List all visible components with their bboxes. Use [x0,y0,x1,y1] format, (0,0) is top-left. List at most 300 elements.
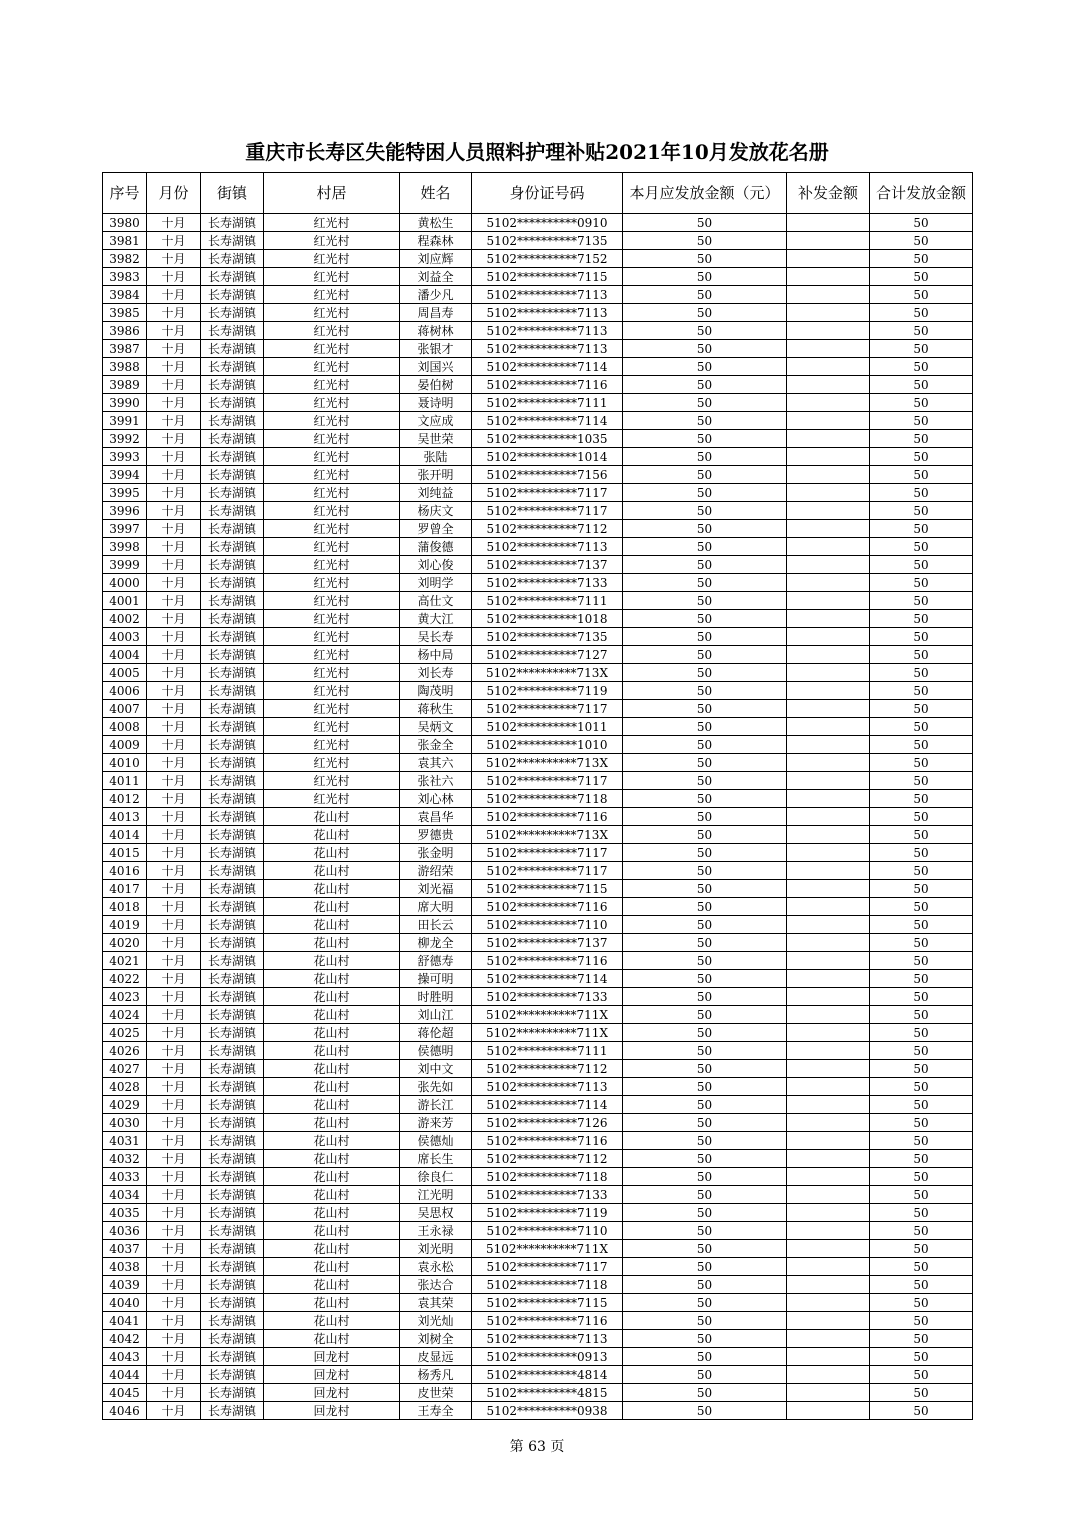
cell-name: 侯德灿 [400,1132,472,1150]
cell-index: 4043 [103,1348,147,1366]
cell-id-number: 5102**********1011 [472,718,623,736]
cell-supplement [787,772,870,790]
cell-index: 4044 [103,1366,147,1384]
cell-name: 刘纯益 [400,484,472,502]
cell-month: 十月 [147,934,201,952]
table-row [103,520,973,538]
cell-village: 花山村 [264,916,400,934]
cell-village: 花山村 [264,1258,400,1276]
cell-supplement [787,1060,870,1078]
cell-village: 红光村 [264,322,400,340]
cell-monthly-amount: 50 [623,1042,787,1060]
cell-town: 长寿湖镇 [201,610,264,628]
cell-index: 4036 [103,1222,147,1240]
cell-town: 长寿湖镇 [201,1096,264,1114]
cell-monthly-amount: 50 [623,970,787,988]
cell-month: 十月 [147,664,201,682]
cell-index: 4029 [103,1096,147,1114]
table-row [103,1042,973,1060]
cell-monthly-amount: 50 [623,1348,787,1366]
cell-month: 十月 [147,1258,201,1276]
cell-total: 50 [870,970,973,988]
table-row [103,412,973,430]
cell-total: 50 [870,1204,973,1222]
cell-id-number: 5102**********7133 [472,988,623,1006]
cell-id-number: 5102**********7119 [472,682,623,700]
cell-village: 红光村 [264,610,400,628]
cell-village: 花山村 [264,1096,400,1114]
cell-supplement [787,268,870,286]
cell-total: 50 [870,826,973,844]
cell-monthly-amount: 50 [623,1330,787,1348]
cell-total: 50 [870,1168,973,1186]
cell-village: 红光村 [264,628,400,646]
table-row [103,844,973,862]
cell-monthly-amount: 50 [623,646,787,664]
table-row [103,1276,973,1294]
cell-month: 十月 [147,628,201,646]
cell-id-number: 5102**********1014 [472,448,623,466]
cell-month: 十月 [147,340,201,358]
cell-town: 长寿湖镇 [201,1132,264,1150]
cell-town: 长寿湖镇 [201,646,264,664]
cell-village: 红光村 [264,736,400,754]
cell-town: 长寿湖镇 [201,538,264,556]
cell-id-number: 5102**********7113 [472,304,623,322]
cell-village: 花山村 [264,862,400,880]
cell-name: 席长生 [400,1150,472,1168]
cell-monthly-amount: 50 [623,664,787,682]
cell-name: 徐良仁 [400,1168,472,1186]
cell-id-number: 5102**********7113 [472,322,623,340]
cell-name: 张金全 [400,736,472,754]
cell-month: 十月 [147,358,201,376]
table-row [103,826,973,844]
cell-month: 十月 [147,1114,201,1132]
cell-total: 50 [870,1276,973,1294]
cell-index: 3981 [103,232,147,250]
cell-total: 50 [870,898,973,916]
cell-name: 皮显远 [400,1348,472,1366]
cell-total: 50 [870,664,973,682]
cell-month: 十月 [147,1186,201,1204]
cell-total: 50 [870,304,973,322]
cell-town: 长寿湖镇 [201,970,264,988]
cell-name: 操可明 [400,970,472,988]
cell-supplement [787,574,870,592]
cell-month: 十月 [147,808,201,826]
cell-supplement [787,682,870,700]
cell-index: 3999 [103,556,147,574]
cell-supplement [787,1204,870,1222]
cell-village: 红光村 [264,214,400,232]
cell-village: 红光村 [264,232,400,250]
cell-total: 50 [870,844,973,862]
cell-index: 4041 [103,1312,147,1330]
cell-town: 长寿湖镇 [201,1312,264,1330]
cell-village: 红光村 [264,358,400,376]
cell-town: 长寿湖镇 [201,880,264,898]
cell-town: 长寿湖镇 [201,1348,264,1366]
cell-supplement [787,592,870,610]
cell-village: 红光村 [264,664,400,682]
cell-name: 刘山江 [400,1006,472,1024]
table-row [103,1402,973,1420]
cell-monthly-amount: 50 [623,826,787,844]
cell-index: 4017 [103,880,147,898]
table-row [103,610,973,628]
cell-id-number: 5102**********7117 [472,862,623,880]
cell-supplement [787,1168,870,1186]
cell-total: 50 [870,1060,973,1078]
cell-id-number: 5102**********7137 [472,556,623,574]
cell-supplement [787,214,870,232]
cell-name: 袁其六 [400,754,472,772]
table-row [103,808,973,826]
cell-village: 花山村 [264,952,400,970]
cell-month: 十月 [147,286,201,304]
cell-village: 花山村 [264,844,400,862]
table-body [103,214,973,1420]
cell-id-number: 5102**********7113 [472,1330,623,1348]
table-row [103,1150,973,1168]
cell-town: 长寿湖镇 [201,502,264,520]
cell-total: 50 [870,556,973,574]
cell-town: 长寿湖镇 [201,1042,264,1060]
table-row [103,1186,973,1204]
cell-monthly-amount: 50 [623,1150,787,1168]
cell-id-number: 5102**********711X [472,1240,623,1258]
cell-total: 50 [870,1330,973,1348]
table-row [103,232,973,250]
cell-total: 50 [870,790,973,808]
cell-supplement [787,394,870,412]
cell-supplement [787,934,870,952]
cell-id-number: 5102**********7116 [472,1312,623,1330]
table-row [103,772,973,790]
cell-index: 3984 [103,286,147,304]
cell-name: 刘心俊 [400,556,472,574]
cell-town: 长寿湖镇 [201,1060,264,1078]
cell-town: 长寿湖镇 [201,1384,264,1402]
cell-village: 花山村 [264,1024,400,1042]
cell-monthly-amount: 50 [623,556,787,574]
cell-supplement [787,502,870,520]
cell-town: 长寿湖镇 [201,862,264,880]
cell-supplement [787,556,870,574]
cell-monthly-amount: 50 [623,376,787,394]
cell-total: 50 [870,502,973,520]
cell-village: 花山村 [264,898,400,916]
cell-id-number: 5102**********7111 [472,592,623,610]
cell-total: 50 [870,916,973,934]
cell-id-number: 5102**********713X [472,754,623,772]
cell-monthly-amount: 50 [623,412,787,430]
cell-village: 红光村 [264,538,400,556]
cell-total: 50 [870,520,973,538]
cell-town: 长寿湖镇 [201,304,264,322]
table-row [103,1006,973,1024]
header-index: 序号 [103,173,147,214]
cell-name: 张开明 [400,466,472,484]
cell-index: 4010 [103,754,147,772]
cell-month: 十月 [147,772,201,790]
cell-monthly-amount: 50 [623,898,787,916]
cell-id-number: 5102**********711X [472,1024,623,1042]
cell-index: 4009 [103,736,147,754]
cell-supplement [787,736,870,754]
cell-month: 十月 [147,1384,201,1402]
cell-town: 长寿湖镇 [201,340,264,358]
cell-village: 花山村 [264,1150,400,1168]
cell-index: 4040 [103,1294,147,1312]
cell-town: 长寿湖镇 [201,664,264,682]
cell-month: 十月 [147,574,201,592]
cell-town: 长寿湖镇 [201,1258,264,1276]
cell-total: 50 [870,214,973,232]
cell-month: 十月 [147,448,201,466]
cell-month: 十月 [147,466,201,484]
cell-month: 十月 [147,826,201,844]
cell-month: 十月 [147,1330,201,1348]
cell-id-number: 5102**********7115 [472,880,623,898]
cell-monthly-amount: 50 [623,1078,787,1096]
cell-total: 50 [870,610,973,628]
cell-supplement [787,250,870,268]
cell-village: 红光村 [264,592,400,610]
table-row [103,340,973,358]
cell-index: 4039 [103,1276,147,1294]
table-row [103,970,973,988]
table-row [103,682,973,700]
cell-total: 50 [870,808,973,826]
cell-village: 回龙村 [264,1384,400,1402]
cell-name: 时胜明 [400,988,472,1006]
cell-village: 花山村 [264,880,400,898]
cell-name: 黄大江 [400,610,472,628]
cell-month: 十月 [147,952,201,970]
table-row [103,736,973,754]
cell-town: 长寿湖镇 [201,772,264,790]
cell-index: 3998 [103,538,147,556]
cell-supplement [787,1258,870,1276]
cell-index: 4012 [103,790,147,808]
cell-supplement [787,358,870,376]
cell-total: 50 [870,574,973,592]
cell-month: 十月 [147,700,201,718]
cell-name: 舒德寿 [400,952,472,970]
cell-supplement [787,1132,870,1150]
cell-id-number: 5102**********7118 [472,1168,623,1186]
cell-monthly-amount: 50 [623,718,787,736]
cell-town: 长寿湖镇 [201,556,264,574]
cell-id-number: 5102**********7119 [472,1204,623,1222]
cell-index: 4004 [103,646,147,664]
cell-index: 3982 [103,250,147,268]
table-row [103,880,973,898]
table-row [103,322,973,340]
table-row [103,1384,973,1402]
cell-month: 十月 [147,304,201,322]
cell-index: 4023 [103,988,147,1006]
cell-month: 十月 [147,880,201,898]
cell-monthly-amount: 50 [623,502,787,520]
cell-monthly-amount: 50 [623,574,787,592]
cell-name: 潘少凡 [400,286,472,304]
cell-index: 4022 [103,970,147,988]
cell-supplement [787,412,870,430]
cell-name: 蒲俊德 [400,538,472,556]
cell-name: 聂诗明 [400,394,472,412]
cell-id-number: 5102**********4814 [472,1366,623,1384]
cell-monthly-amount: 50 [623,700,787,718]
cell-month: 十月 [147,430,201,448]
cell-index: 3986 [103,322,147,340]
cell-town: 长寿湖镇 [201,1222,264,1240]
cell-name: 程森林 [400,232,472,250]
cell-month: 十月 [147,682,201,700]
cell-supplement [787,1222,870,1240]
cell-id-number: 5102**********7113 [472,286,623,304]
cell-monthly-amount: 50 [623,592,787,610]
cell-total: 50 [870,394,973,412]
cell-name: 吴世荣 [400,430,472,448]
cell-monthly-amount: 50 [623,394,787,412]
cell-total: 50 [870,718,973,736]
cell-month: 十月 [147,1240,201,1258]
cell-index: 4015 [103,844,147,862]
cell-village: 回龙村 [264,1366,400,1384]
cell-name: 刘益全 [400,268,472,286]
cell-town: 长寿湖镇 [201,268,264,286]
cell-id-number: 5102**********7117 [472,484,623,502]
table-row [103,646,973,664]
cell-month: 十月 [147,1204,201,1222]
cell-town: 长寿湖镇 [201,1186,264,1204]
cell-village: 红光村 [264,412,400,430]
cell-monthly-amount: 50 [623,1096,787,1114]
cell-monthly-amount: 50 [623,1294,787,1312]
cell-month: 十月 [147,502,201,520]
cell-name: 杨中局 [400,646,472,664]
cell-village: 花山村 [264,1312,400,1330]
cell-total: 50 [870,448,973,466]
table-row [103,1348,973,1366]
cell-supplement [787,1240,870,1258]
cell-month: 十月 [147,232,201,250]
cell-monthly-amount: 50 [623,736,787,754]
cell-supplement [787,1348,870,1366]
cell-monthly-amount: 50 [623,952,787,970]
cell-village: 花山村 [264,970,400,988]
table-row [103,466,973,484]
table-row [103,1078,973,1096]
cell-index: 4045 [103,1384,147,1402]
table-row [103,1240,973,1258]
cell-town: 长寿湖镇 [201,1168,264,1186]
cell-name: 蒋伦超 [400,1024,472,1042]
cell-id-number: 5102**********1018 [472,610,623,628]
cell-town: 长寿湖镇 [201,700,264,718]
cell-name: 刘光福 [400,880,472,898]
cell-supplement [787,376,870,394]
cell-name: 张银才 [400,340,472,358]
cell-village: 花山村 [264,1186,400,1204]
cell-id-number: 5102**********1010 [472,736,623,754]
cell-name: 蒋树林 [400,322,472,340]
cell-id-number: 5102**********7116 [472,952,623,970]
cell-total: 50 [870,1312,973,1330]
cell-village: 红光村 [264,304,400,322]
cell-town: 长寿湖镇 [201,358,264,376]
cell-index: 3988 [103,358,147,376]
cell-supplement [787,1384,870,1402]
cell-id-number: 5102**********7118 [472,790,623,808]
cell-monthly-amount: 50 [623,1060,787,1078]
cell-index: 4020 [103,934,147,952]
cell-village: 红光村 [264,448,400,466]
cell-supplement [787,700,870,718]
cell-village: 红光村 [264,754,400,772]
cell-monthly-amount: 50 [623,628,787,646]
cell-monthly-amount: 50 [623,1312,787,1330]
cell-village: 红光村 [264,646,400,664]
cell-name: 侯德明 [400,1042,472,1060]
table-row [103,358,973,376]
cell-name: 张先如 [400,1078,472,1096]
cell-town: 长寿湖镇 [201,1366,264,1384]
cell-id-number: 5102**********7113 [472,538,623,556]
cell-monthly-amount: 50 [623,1114,787,1132]
cell-monthly-amount: 50 [623,1006,787,1024]
cell-month: 十月 [147,1042,201,1060]
cell-town: 长寿湖镇 [201,808,264,826]
cell-month: 十月 [147,538,201,556]
cell-month: 十月 [147,268,201,286]
cell-town: 长寿湖镇 [201,952,264,970]
cell-month: 十月 [147,214,201,232]
cell-total: 50 [870,268,973,286]
table-row [103,1096,973,1114]
cell-village: 红光村 [264,268,400,286]
cell-month: 十月 [147,322,201,340]
cell-town: 长寿湖镇 [201,412,264,430]
cell-index: 3980 [103,214,147,232]
cell-total: 50 [870,1132,973,1150]
cell-monthly-amount: 50 [623,754,787,772]
cell-total: 50 [870,322,973,340]
cell-supplement [787,232,870,250]
cell-total: 50 [870,772,973,790]
cell-village: 花山村 [264,988,400,1006]
cell-supplement [787,1096,870,1114]
cell-town: 长寿湖镇 [201,916,264,934]
header-supplement: 补发金额 [787,173,870,214]
cell-id-number: 5102**********7133 [472,574,623,592]
cell-supplement [787,1366,870,1384]
cell-id-number: 5102**********7110 [472,1222,623,1240]
cell-index: 3996 [103,502,147,520]
cell-total: 50 [870,466,973,484]
cell-id-number: 5102**********7137 [472,934,623,952]
cell-month: 十月 [147,592,201,610]
cell-monthly-amount: 50 [623,934,787,952]
cell-index: 4030 [103,1114,147,1132]
table-row [103,718,973,736]
cell-town: 长寿湖镇 [201,1078,264,1096]
cell-monthly-amount: 50 [623,250,787,268]
cell-total: 50 [870,538,973,556]
